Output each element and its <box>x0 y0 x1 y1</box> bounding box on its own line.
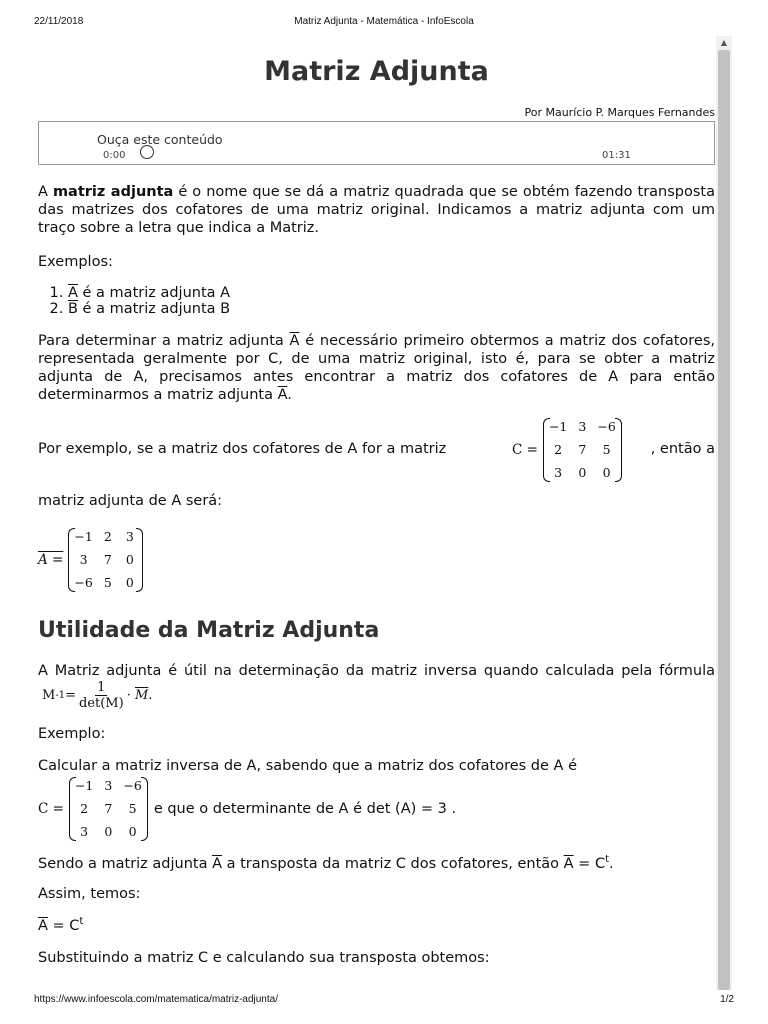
assim-text: Assim, temos: <box>38 886 141 902</box>
article-content <box>38 50 715 967</box>
cofactor-matrix-equation-2 <box>38 777 715 841</box>
cofactor-matrix <box>69 777 148 841</box>
matrix-cell: −6 <box>74 575 93 590</box>
audio-current-time: 0:00 <box>103 150 126 161</box>
matrix-cell: −1 <box>74 529 93 544</box>
audio-label: Ouça este conteúdo <box>97 132 223 147</box>
matrix-cell: 3 <box>125 529 134 544</box>
matrix-cell: 5 <box>103 575 112 590</box>
matrix-cell: 0 <box>128 824 137 839</box>
matrix-label: A = <box>38 552 64 568</box>
print-date: 22/11/2018 <box>34 16 84 27</box>
matrix-cell: 0 <box>125 552 134 567</box>
page-number: 1/2 <box>720 994 734 1005</box>
cofactor-matrix <box>543 418 622 482</box>
examples-label: Exemplos: <box>38 254 113 270</box>
matrix-cell: 3 <box>79 552 88 567</box>
intro-paragraph: A matriz adjunta é o nome que se dá a matriz quadrada que se obtém fazendo transposta das matrizes dos cofatores de uma matriz original. Indicamos a matriz adjunta com um traço sobre a letra que indica a Matriz. <box>38 184 715 236</box>
print-title: Matriz Adjunta - Matemática - InfoEscola <box>294 16 474 27</box>
matrix-cell: 0 <box>104 824 113 839</box>
page-title: Matriz Adjunta <box>264 56 489 87</box>
matrix-cell: 5 <box>128 801 137 816</box>
example-row <box>38 418 715 486</box>
list-item: 2. $\overline{B}$ é a matriz adjunta B <box>68 301 715 317</box>
print-url: https://www.infoescola.com/matematica/matriz-adjunta/ <box>34 994 278 1005</box>
matrix-cell: 3 <box>554 465 563 480</box>
sendo-paragraph: Sendo a matriz adjunta $\overline{A}$ a transposta da matriz C dos cofatores, então $\overline{A} = C^t$. <box>38 854 614 872</box>
matrix-cell: −1 <box>74 778 94 793</box>
vertical-scrollbar[interactable] <box>716 36 732 990</box>
matrix-label: C = <box>512 442 538 458</box>
scroll-up-arrow-icon[interactable]: ▲ <box>720 38 728 47</box>
example-text: Por exemplo, se a matriz dos cofatores de A for a matriz <box>38 441 447 457</box>
list-item: 1. $\overline{A}$ é a matriz adjunta A <box>68 285 715 301</box>
scrollbar-thumb[interactable] <box>718 50 730 990</box>
matrix-cell: −6 <box>123 778 142 793</box>
author-byline: Por Maurício P. Marques Fernandes <box>524 106 715 119</box>
matrix-cell: 7 <box>103 552 112 567</box>
adjoint-matrix <box>68 528 142 592</box>
calc-paragraph: Calcular a matriz inversa de A, sabendo que a matriz dos cofatores de A é <box>38 758 577 774</box>
equation-line: $\overline{A} = C^t$ <box>38 916 84 934</box>
matrix-cell: 3 <box>578 419 587 434</box>
exemplo-label: Exemplo: <box>38 726 106 742</box>
matrix-cell: 7 <box>578 442 587 457</box>
matrix-cell: 2 <box>103 529 112 544</box>
audio-duration: 01:31 <box>602 150 631 161</box>
intro-bold-term: matriz adjunta <box>52 184 174 200</box>
section-heading: Utilidade da Matriz Adjunta <box>38 618 380 643</box>
matrix-cell: 0 <box>602 465 611 480</box>
audio-player <box>38 121 715 165</box>
matrix-cell: 3 <box>80 824 89 839</box>
matrix-label: C = <box>38 801 64 817</box>
inverse-formula: M -1 = $\frac{1}{\det(M)}$ · $\overline{M}$ . <box>42 680 153 711</box>
matrix-cell: 5 <box>602 442 611 457</box>
adjoint-matrix-equation <box>38 528 715 592</box>
matrix-cell: −1 <box>548 419 568 434</box>
matrix-cell: 0 <box>125 575 134 590</box>
examples-list <box>38 285 715 317</box>
adjunta-sera-text: matriz adjunta de A será: <box>38 493 223 509</box>
matrix-cell: 2 <box>554 442 563 457</box>
matrix-cell: 2 <box>80 801 89 816</box>
utility-paragraph: A Matriz adjunta é útil na determinação da matriz inversa quando calculada pela fórmula M -1 = $\frac{1}{\det(M)}$ · $\overline{M}$ . <box>38 663 715 711</box>
audio-seek-knob[interactable] <box>140 145 154 159</box>
cofactor-matrix-equation <box>512 418 622 482</box>
determine-paragraph: Para determinar a matriz adjunta $\overline{A}$ é necessário primeiro obtermos a matriz dos cofatores, representada geralmente por C, de uma matriz original, isto é, para se obter a matriz adjunta de A, precisamos antes encontrar a matriz dos cofatores de A para então determinarmos a matriz adjunta $\overline{A}$. <box>38 333 715 403</box>
matrix-cell: 0 <box>578 465 587 480</box>
determinant-text: e que o determinante de A é det (A) = 3 . <box>153 801 457 817</box>
matrix-cell: 7 <box>104 801 113 816</box>
matrix-cell: −6 <box>597 419 616 434</box>
substitution-text: Substituindo a matriz C e calculando sua transposta obtemos: <box>38 950 490 966</box>
example-text-end: , então a <box>650 441 715 457</box>
matrix-cell: 3 <box>104 778 113 793</box>
